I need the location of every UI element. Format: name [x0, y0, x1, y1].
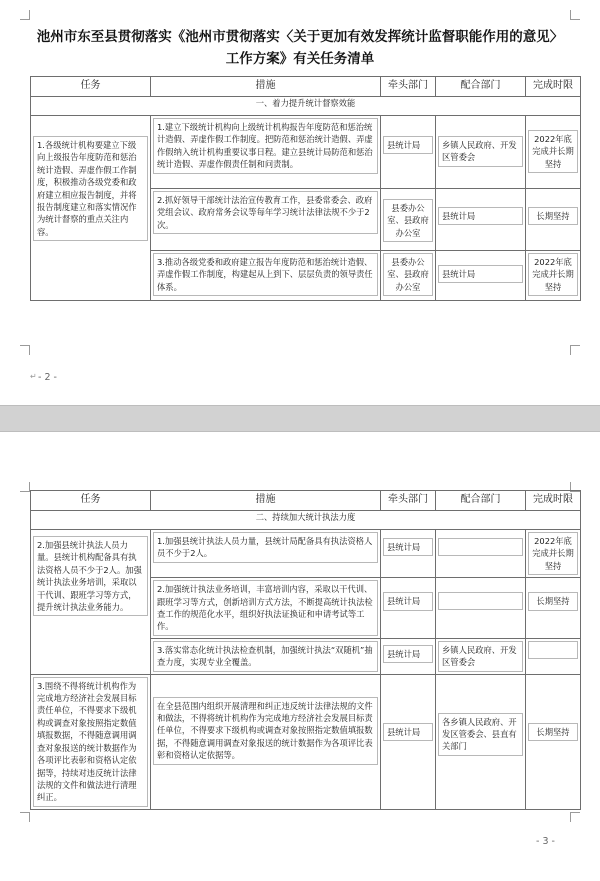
cooperate-text: [438, 538, 523, 556]
cooperate-text: 县统计局: [438, 265, 523, 283]
paragraph-mark: ↵: [30, 372, 37, 381]
section-heading: 一、着力提升统计督察效能: [31, 97, 581, 116]
crop-mark: [20, 10, 30, 20]
lead-text: 县统计局: [383, 592, 433, 610]
cooperate-cell: [436, 189, 526, 251]
measure-text: 1.加强县统计执法人员力量，县统计局配备具有执法资格人员不少于2人。: [153, 532, 378, 563]
header-deadline: 完成时限: [526, 491, 581, 511]
measure-cell: [151, 638, 381, 674]
header-task: 任务: [31, 77, 151, 97]
crop-mark: [20, 812, 30, 822]
header-cooperate: 配合部门: [436, 491, 526, 511]
lead-cell: [381, 189, 436, 251]
cooperate-cell: [436, 578, 526, 639]
header-cooperate: 配合部门: [436, 77, 526, 97]
cooperate-cell: [436, 530, 526, 578]
measure-text: 2.加强统计执法业务培训，丰富培训内容，采取以干代训、跟班学习等方式，创新培训方式方法，不断提高统计执法检查工作的规范化水平，组织好执法证换证和申请考试等工作。: [153, 580, 378, 636]
lead-text: 县委办公室、县政府办公室: [383, 253, 433, 296]
crop-mark: [570, 10, 580, 20]
deadline-text: 长期坚持: [528, 207, 578, 225]
measure-cell: [151, 530, 381, 578]
cooperate-text: 乡镇人民政府、开发区管委会: [438, 136, 523, 167]
task-cell: [31, 674, 151, 809]
task-text: 3.围绕不得将统计机构作为完成地方经济社会发展目标责任单位，不得要求下级机构或调查对象按照指定数值填报数据，不得随意调用调查对象报送的统计数据作为各项评比表彰和资格认定依据等，持续对违反统计法律法规的文件和做法进行清理纠正。: [33, 677, 148, 807]
lead-cell: [381, 674, 436, 809]
task-cell: [31, 530, 151, 675]
measure-text: 3.落实常态化统计执法检查机制，加强统计执法“双随机”抽查力度，实现专业全覆盖。: [153, 641, 378, 672]
deadline-text: 2022年底完成并长期坚持: [528, 532, 578, 575]
header-lead: 牵头部门: [381, 77, 436, 97]
deadline-cell: [526, 251, 581, 301]
deadline-text: 长期坚持: [528, 723, 578, 741]
section-row: [31, 97, 581, 116]
measure-text: 3.推动各级党委和政府建立报告年度防范和惩治统计造假、弄虚作假工作制度，构建起从上到下、层层负责的领导责任体系。: [153, 253, 378, 296]
cooperate-cell: [436, 674, 526, 809]
deadline-cell: [526, 674, 581, 809]
cooperate-cell: [436, 251, 526, 301]
crop-mark: [20, 482, 30, 492]
document-title-line1: 池州市东至县贯彻落实《池州市贯彻落实〈关于更加有效发挥统计监督职能作用的意见〉: [36, 29, 564, 45]
cooperate-cell: [436, 116, 526, 189]
lead-cell: [381, 116, 436, 189]
measure-text: 在全县范围内组织开展清理和纠正违反统计法律法规的文件和做法，不得将统计机构作为完成地方经济社会发展目标责任单位，不得要求下级机构或调查对象按照指定数值填报数据，不得随意调用调查对象报送的统计数据作为各项评比表彰和资格认定依据等。: [153, 697, 378, 765]
measure-cell: [151, 251, 381, 301]
crop-mark: [20, 345, 30, 355]
document-page-3: [0, 432, 600, 881]
measure-cell: [151, 578, 381, 639]
lead-text: 县委办公室、县政府办公室: [383, 199, 433, 242]
lead-cell: [381, 578, 436, 639]
header-task: 任务: [31, 491, 151, 511]
measure-cell: [151, 674, 381, 809]
lead-cell: [381, 638, 436, 674]
lead-cell: [381, 251, 436, 301]
document-title-line2: 工作方案》有关任务清单: [225, 51, 375, 67]
lead-cell: [381, 530, 436, 578]
task-cell: [31, 116, 151, 301]
lead-text: 县统计局: [383, 645, 433, 663]
table-header-row: [31, 77, 581, 97]
task-table-page2: [30, 76, 581, 301]
section-heading: 二、持续加大统计执法力度: [31, 511, 581, 530]
task-text: 1.各级统计机构要建立下级向上级报告年度防范和惩治统计造假、弄虚作假工作制度，积极推动各级党委和政府建立相应报告制度，并将报告制度建立和落实情况作为统计督察的重点关注内容。: [33, 136, 148, 241]
lead-text: 县统计局: [383, 723, 433, 741]
lead-text: 县统计局: [383, 538, 433, 556]
deadline-cell: [526, 578, 581, 639]
table-row: [31, 674, 581, 809]
task-text: 2.加强县统计执法人员力量。县统计机构配备具有执法资格人员不少于2人。加强统计执法业务培训，采取以干代训、跟班学习等方式，提升统计执法业务能力。: [33, 536, 148, 616]
lead-text: 县统计局: [383, 136, 433, 154]
deadline-cell: [526, 189, 581, 251]
task-table-page3: [30, 490, 581, 810]
table-row: [31, 116, 581, 189]
crop-mark: [570, 812, 580, 822]
cooperate-cell: [436, 638, 526, 674]
table-header-row: [31, 491, 581, 511]
cooperate-text: 县统计局: [438, 207, 523, 225]
measure-text: 1.建立下级统计机构向上级统计机构报告年度防范和惩治统计造假、弄虚作假工作制度。把防范和惩治统计造假、弄虚作假纳入统计机构重要议事日程。建立县统计局防范和惩治统计造假、弄虚作假责任制和问责制。: [153, 118, 378, 174]
header-measure: 措施: [151, 491, 381, 511]
document-page-2: [0, 0, 600, 405]
measure-text: 2.抓好领导干部统计法治宣传教育工作，县委常委会、政府党组会议、政府常务会议等每年学习统计法律法规不少于2次。: [153, 191, 378, 234]
section-row: [31, 511, 581, 530]
header-lead: 牵头部门: [381, 491, 436, 511]
deadline-text: 长期坚持: [528, 592, 578, 610]
deadline-cell: [526, 116, 581, 189]
deadline-text: [528, 641, 578, 659]
crop-mark: [570, 345, 580, 355]
deadline-cell: [526, 638, 581, 674]
page-number-2: - 2 -: [38, 372, 57, 383]
header-deadline: 完成时限: [526, 77, 581, 97]
table-row: [31, 530, 581, 578]
page-number-3: - 3 -: [536, 836, 555, 847]
header-measure: 措施: [151, 77, 381, 97]
deadline-cell: [526, 530, 581, 578]
deadline-text: 2022年底完成并长期坚持: [528, 130, 578, 173]
page-break-gap: [0, 405, 600, 432]
cooperate-text: 各乡镇人民政府、开发区管委会、县直有关部门: [438, 713, 523, 756]
measure-cell: [151, 189, 381, 251]
cooperate-text: [438, 592, 523, 610]
measure-cell: [151, 116, 381, 189]
deadline-text: 2022年底完成并长期坚持: [528, 253, 578, 296]
cooperate-text: 乡镇人民政府、开发区管委会: [438, 641, 523, 672]
